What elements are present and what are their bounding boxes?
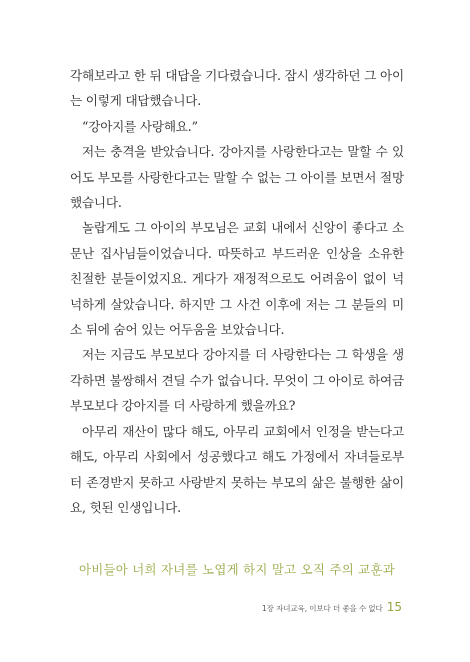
scripture-quote: 아비들아 너희 자녀를 노엽게 하지 말고 오직 주의 교훈과 [78,562,396,577]
running-footer-chapter: 1장 자녀교육, 이보다 더 좋을 수 없다 [262,604,383,613]
paragraph: 아무리 재산이 많다 해도, 아무리 교회에서 인정을 받는다고 해도, 아무리 사회에서 성공했다고 해도 가정에서 자녀들로부터 존경받지 못하고 사랑받지 못하는 부모의 삶은 불행한 삶이요, 헛된 인생입니다. [70,423,404,515]
paragraph: 각해보라고 한 뒤 대답을 기다렸습니다. 잠시 생각하던 그 아이는 이렇게 대답했습니다. [70,68,404,109]
paragraph: 저는 충격을 받았습니다. 강아지를 사랑한다고는 말할 수 있어도 부모를 사랑한다고는 말할 수 없는 그 아이를 보면서 절망했습니다. [70,144,404,211]
page-number: 15 [386,600,402,614]
quoted-dialogue: “강아지를 사랑해요.” [82,118,198,134]
paragraph: 저는 지금도 부모보다 강아지를 더 사랑한다는 그 학생을 생각하면 불쌍해서 견딜 수가 없습니다. 무엇이 그 아이로 하여금 부모보다 강아지를 더 사랑하게 했을까요? [70,347,404,414]
page-footer [262,600,402,614]
body-text [70,63,404,520]
paragraph: 놀랍게도 그 아이의 부모님은 교회 내에서 신앙이 좋다고 소문난 집사님들이었습니다. 따뜻하고 부드러운 인상을 소유한 친절한 분들이었지요. 게다가 재정적으로도 어려움이 없이 넉넉하게 살았습니다. 하지만 그 사건 이후에 저는 그 분들의 미소 뒤에 숨어 있는 어두움을 보았습니다. [70,220,404,338]
